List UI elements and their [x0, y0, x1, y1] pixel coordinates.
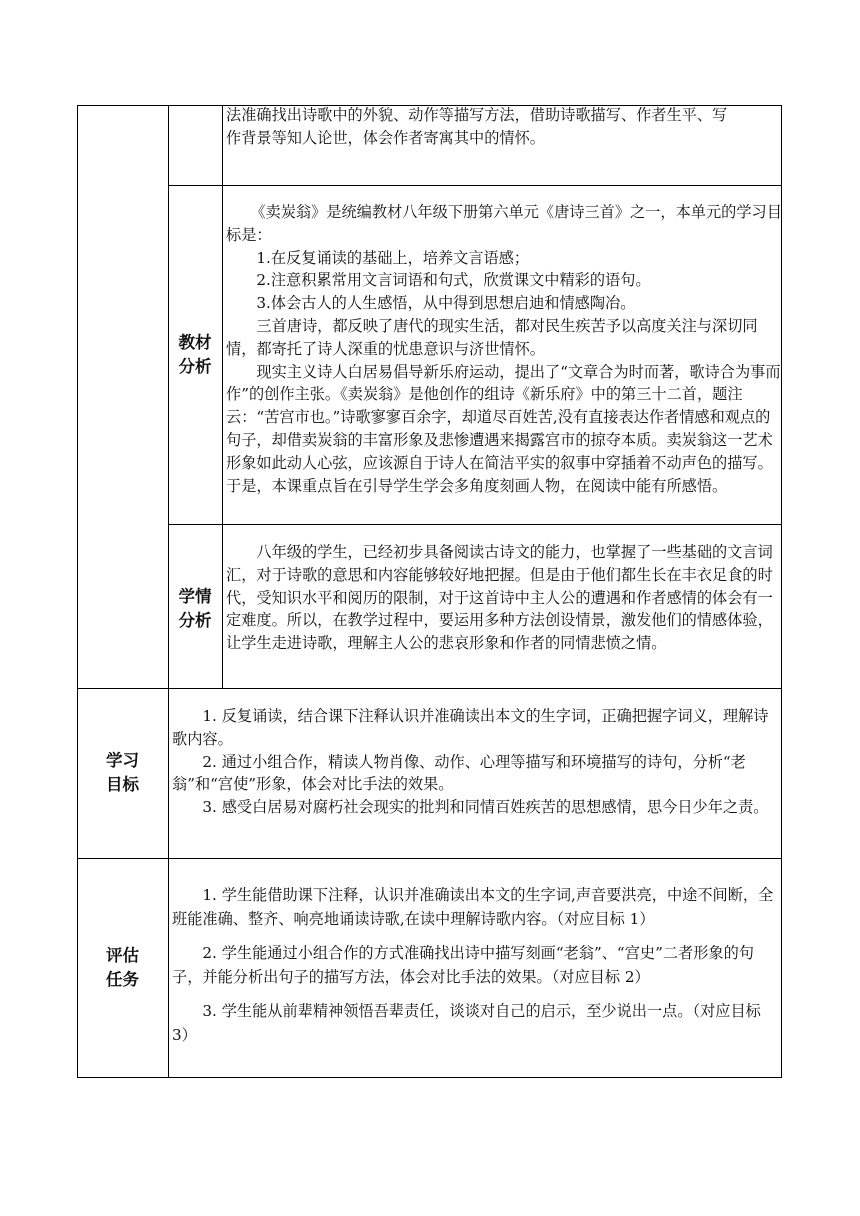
table-border-bottom [77, 1077, 782, 1078]
assessment-tasks-label: 评估 任务 [106, 946, 139, 989]
column-divider-inner [222, 105, 223, 689]
row-divider-1 [168, 185, 782, 186]
learning-goals-label: 学习 目标 [106, 751, 139, 794]
row-divider-4 [77, 858, 782, 859]
assessment-task-item: 3. 学生能从前辈精神领悟吾辈责任，谈谈对自己的启示，至少说出一点。（对应目标 3） [172, 1002, 761, 1044]
student-paragraph: 八年级的学生，已经初步具备阅读古诗文的能力，也掌握了一些基础的文言词汇，对于诗歌的意思和内容能够较好地把握。但是由于他们都生长在丰衣足食的时代，受知识水平和阅历的限制，对于这首诗中主人公的遭遇和作者感情的体会有一定难度。所以，在教学过程中，要运用多种方法创设情景，激发他们的情感体验，让学生走进诗歌，理解主人公的悲哀形象和作者的同情悲愤之情。 [226, 543, 773, 653]
student-analysis-content [226, 541, 782, 655]
unit-goal-item: 3.体会古人的人生感悟，从中得到思想启迪和情感陶冶。 [256, 294, 636, 313]
assessment-tasks-content [172, 883, 782, 1047]
text-line: 法准确找出诗歌中的外貌、动作等描写方法，借助诗歌描写、作者生平、写 [226, 106, 728, 124]
unit-goal-item: 2.注意积累常用文言词语和句式，欣赏课文中精彩的语句。 [256, 271, 651, 290]
row-divider-3 [77, 688, 782, 689]
learning-goal-item: 1. 反复诵读，结合课下注释认识并准确读出本文的生字词，正确把握字词义，理解诗歌内容。 [172, 707, 769, 748]
assessment-task-item: 1. 学生能借助课下注释，认识并准确读出本文的生字词,声音要洪亮，中途不间断，全班能准确、整齐、响亮地诵读诗歌,在读中理解诗歌内容。（对应目标 1） [172, 886, 774, 928]
unit-goal-item: 1.在反复诵读的基础上，培养文言语感； [256, 248, 530, 267]
student-analysis-label: 学情 分析 [178, 587, 212, 630]
intro-paragraph: 《卖炭翁》是统编教材八年级下册第六单元《唐诗三首》之一，本单元的学习目标是： [226, 203, 782, 244]
table-border-left [77, 105, 78, 1078]
learning-goal-item: 2. 通过小组合作，精读人物肖像、动作、心理等描写和环境描写的诗句，分析“老翁”和“宫使”形象，体会对比手法的效果。 [172, 752, 746, 794]
poems-paragraph: 三首唐诗，都反映了唐代的现实生活，都对民生疾苦予以高度关注与深切同情，都寄托了诗人深重的忧患意识与济世情怀。 [226, 316, 758, 358]
textbook-analysis-content [226, 201, 782, 497]
learning-goal-item: 3. 感受白居易对腐朽社会现实的批判和同情百姓疾苦的思想感情，思今日少年之责。 [202, 798, 769, 817]
textbook-analysis-label: 教材 分析 [178, 333, 212, 376]
assessment-task-item: 2. 学生能通过小组合作的方式准确找出诗中描写刻画“老翁”、“宫史”二者形象的句子，并能分析出句子的描写方法，体会对比手法的效果。（对应目标 2） [172, 944, 754, 986]
continuation-cell [226, 104, 784, 150]
author-paragraph: 现实主义诗人白居易倡导新乐府运动，提出了“文章合为时而著，歌诗合为事而作”的创作主张。《卖炭翁》是他创作的组诗《新乐府》中的第三十二首，题注云：“苦宫市也。”诗歌寥寥百余字，却道尽百姓苦,没有直接表达作者情感和观点的句子，却借卖炭翁的丰富形象及悲惨遭遇来揭露宫市的掠夺本质。卖炭翁这一艺术形象如此动人心弦，应该源自于诗人在简洁平实的叙事中穿插着不动声色的描写。于是，本课重点旨在引导学生学会多角度刻画人物，在阅读中能有所感悟。 [226, 362, 781, 495]
learning-goals-content [172, 705, 782, 819]
text-line: 作背景等知人论世，体会作者寄寓其中的情怀。 [226, 128, 545, 147]
row-divider-2 [168, 524, 782, 525]
